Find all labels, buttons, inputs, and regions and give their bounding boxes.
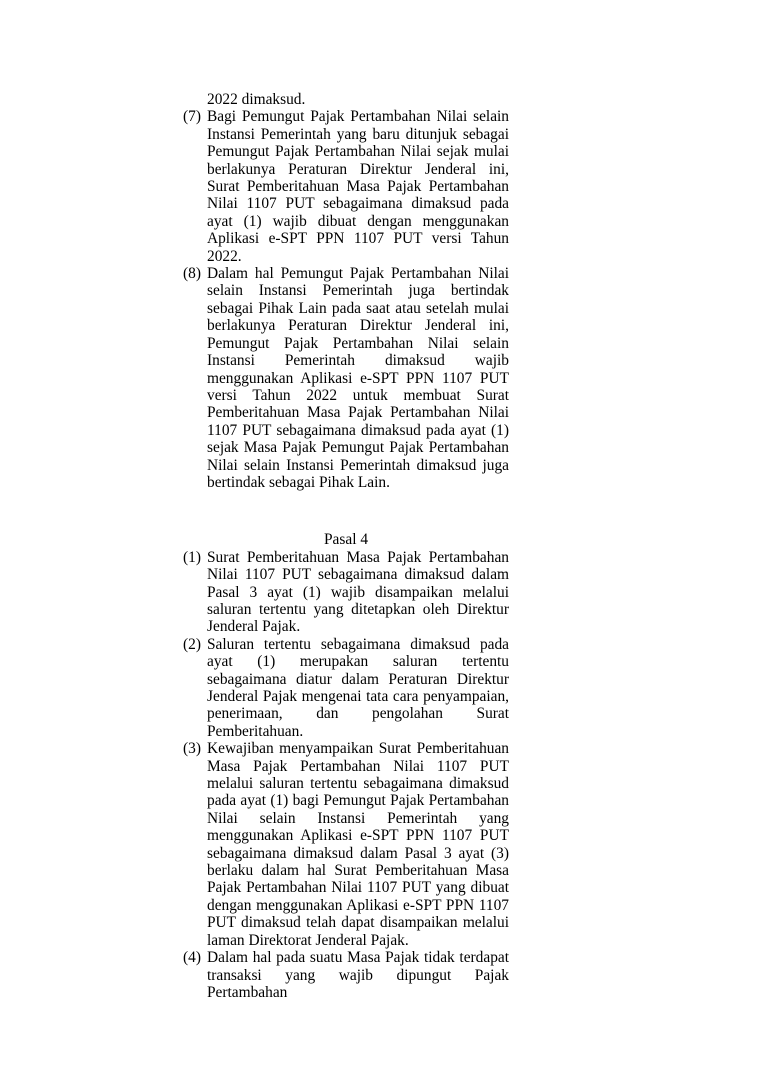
paragraph-number: (8)	[183, 265, 201, 283]
numbered-paragraph-1	[183, 549, 509, 636]
numbered-paragraph-7	[183, 108, 509, 265]
paragraph-number: (4)	[183, 949, 201, 967]
paragraph-number: (2)	[183, 635, 201, 653]
paragraph-number: (1)	[183, 548, 201, 566]
paragraph-text: Dalam hal Pemungut Pajak Pertambahan Nilai selain Instansi Pemerintah juga bertindak sebagai Pihak Lain pada saat atau setelah mulai berlakunya Peraturan Direktur Jenderal ini, Pemungut Pajak Pertambahan Nilai selain Instansi Pemerintah dimaksud wajib menggunakan Aplikasi e-SPT PPN 1107 PUT versi Tahun 2022 untuk membuat Surat Pemberitahuan Masa Pajak Pertambahan Nilai 1107 PUT sebagaimana dimaksud pada ayat (1) sejak Masa Pajak Pemungut Pajak Pertambahan Nilai selain Instansi Pemerintah dimaksud juga bertindak sebagai Pihak Lain.	[207, 265, 509, 491]
numbered-paragraph-2	[183, 636, 509, 740]
paragraph-text: Bagi Pemungut Pajak Pertambahan Nilai selain Instansi Pemerintah yang baru ditunjuk sebagai Pemungut Pajak Pertambahan Nilai sejak mulai berlakunya Peraturan Direktur Jenderal ini, Surat Pemberitahuan Masa Pajak Pertambahan Nilai 1107 PUT sebagaimana dimaksud pada ayat (1) wajib dibuat dengan menggunakan Aplikasi e-SPT PPN 1107 PUT versi Tahun 2022.	[207, 108, 509, 265]
text-column	[183, 91, 509, 1001]
paragraph-text: Dalam hal pada suatu Masa Pajak tidak terdapat transaksi yang wajib dipungut Pajak Pertambahan	[207, 949, 509, 1001]
numbered-paragraph-8	[183, 265, 509, 491]
paragraph-continuation: 2022 dimaksud.	[207, 91, 306, 108]
paragraph-number: (7)	[183, 108, 201, 126]
section-heading-pasal-4: Pasal 4	[323, 531, 369, 549]
paragraph-number: (3)	[183, 740, 201, 758]
paragraph-text: Saluran tertentu sebagaimana dimaksud pada ayat (1) merupakan saluran tertentu sebagaimana diatur dalam Peraturan Direktur Jenderal Pajak mengenai tata cara penyampaian, penerimaan, dan pengolahan Surat Pemberitahuan.	[207, 635, 509, 740]
paragraph-text: Surat Pemberitahuan Masa Pajak Pertambahan Nilai 1107 PUT sebagaimana dimaksud dalam Pasal 3 ayat (1) wajib disampaikan melalui saluran tertentu yang ditetapkan oleh Direktur Jenderal Pajak.	[207, 548, 509, 636]
numbered-paragraph-3	[183, 740, 509, 949]
paragraph-text: Kewajiban menyampaikan Surat Pemberitahuan Masa Pajak Pertambahan Nilai 1107 PUT melalui saluran tertentu sebagaimana dimaksud pada ayat (1) bagi Pemungut Pajak Pertambahan Nilai selain Instansi Pemerintah yang menggunakan Aplikasi e-SPT PPN 1107 PUT sebagaimana dimaksud dalam Pasal 3 ayat (3) berlaku dalam hal Surat Pemberitahuan Masa Pajak Pertambahan Nilai 1107 PUT yang dibuat dengan menggunakan Aplikasi e-SPT PPN 1107 PUT dimaksud telah dapat disampaikan melalui laman Direktorat Jenderal Pajak.	[207, 740, 509, 949]
numbered-paragraph-4	[183, 949, 509, 1001]
